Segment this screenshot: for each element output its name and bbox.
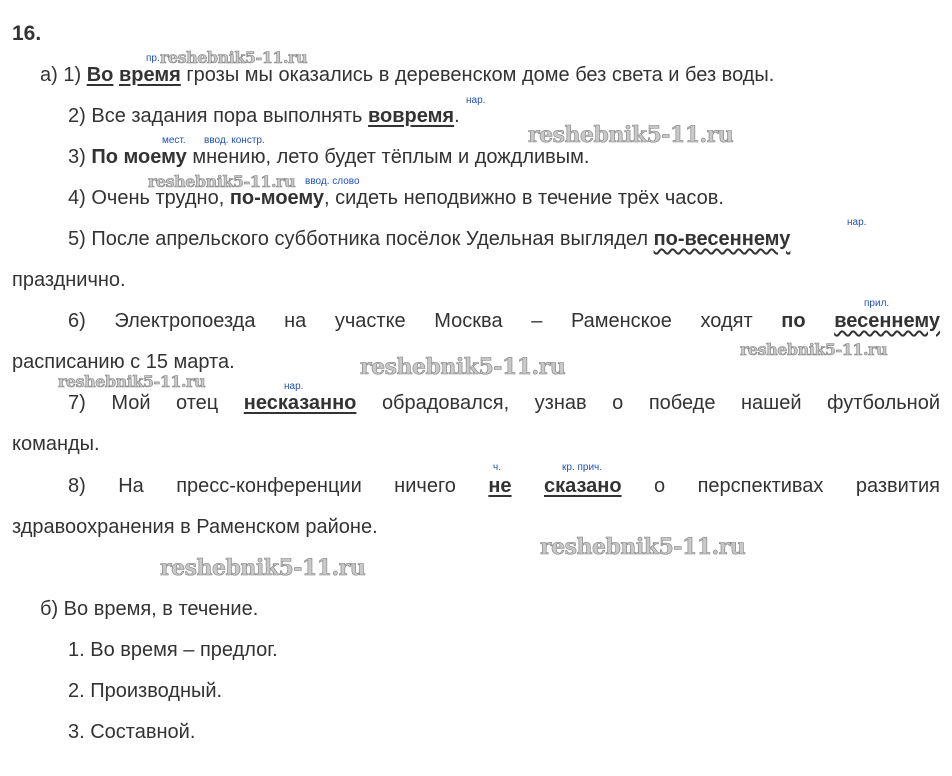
sentence-number: 7): [68, 392, 86, 414]
annotation-note: нар.: [847, 217, 867, 228]
sentence-text: Все задания пора выполнять: [85, 105, 369, 127]
highlighted-word: вовремя: [368, 105, 455, 127]
sentence-text: обрадовался, узнав о победе нашей футбольной: [356, 392, 941, 414]
sentence-8: [68, 474, 940, 498]
sentence-number: 8): [68, 475, 86, 497]
task-number: 16.: [12, 22, 42, 45]
sentence-8-continuation: здравоохранения в Раменском районе.: [12, 516, 378, 538]
sentence-text: После апрельского субботника посёлок Удельная выглядел: [85, 228, 654, 250]
list-item: 2. Производный.: [68, 680, 223, 702]
watermark: reshebnik5-11.ru: [540, 534, 746, 560]
part-label: а): [40, 64, 58, 86]
annotation-note: прил.: [864, 298, 890, 309]
highlighted-word: не: [488, 475, 512, 497]
sentence-text: мнению, лето будет тёплым и дождливым.: [186, 146, 590, 168]
watermark: reshebnik5-11.ru: [528, 122, 734, 148]
sentence-number: 1): [63, 64, 82, 86]
annotation-note: ч.: [493, 462, 501, 473]
sentence-text: грозы мы оказались в деревенском доме без света и без воды.: [180, 64, 775, 86]
sentence-number: 3): [68, 146, 86, 168]
sentence-1: [40, 63, 774, 87]
sentence-text: о перспективах развития: [621, 475, 940, 497]
sentence-4: [68, 186, 724, 210]
annotation-note: нар.: [284, 381, 304, 392]
sentence-7: [68, 391, 940, 415]
highlighted-word: по-моему: [229, 187, 325, 209]
sentence-text: , сидеть неподвижно в течение трёх часов.: [324, 187, 724, 209]
watermark: reshebnik5-11.ru: [148, 172, 296, 191]
watermark: reshebnik5-11.ru: [740, 340, 888, 359]
sentence-3: [68, 145, 590, 169]
annotation-note: кр. прич.: [562, 462, 603, 473]
sentence-number: 2): [68, 105, 86, 127]
sentence-number: 5): [68, 228, 86, 250]
sentence-5-continuation: празднично.: [12, 269, 126, 291]
annotation-note: пр.: [146, 53, 160, 64]
list-item: 3. Составной.: [68, 721, 196, 743]
annotation-note: мест.: [162, 135, 186, 146]
highlighted-word: несказанно: [243, 392, 357, 414]
watermark: reshebnik5-11.ru: [58, 372, 206, 391]
list-item: 1. Во время – предлог.: [68, 639, 278, 661]
highlighted-word: По моему: [91, 146, 187, 168]
sentence-5: [68, 227, 790, 251]
annotation-note: нар.: [466, 95, 486, 106]
sentence-text: Очень трудно,: [85, 187, 230, 209]
sentence-text: Электропоезда на участке Москва – Раменское ходят: [85, 310, 782, 332]
watermark: reshebnik5-11.ru: [160, 555, 366, 581]
annotation-note: ввод. констр.: [204, 135, 265, 146]
sentence-text: На пресс-конференции ничего: [85, 475, 489, 497]
sentence-2: [68, 104, 460, 128]
highlighted-word: Во: [86, 64, 114, 86]
annotation-note: ввод. слово: [305, 176, 360, 187]
watermark: reshebnik5-11.ru: [160, 48, 308, 67]
sentence-number: 6): [68, 310, 86, 332]
sentence-number: 4): [68, 187, 86, 209]
highlighted-word: сказано: [543, 475, 622, 497]
highlighted-word: по-весеннему: [653, 228, 791, 250]
highlighted-word: весеннему: [834, 310, 940, 332]
sentence-7-continuation: команды.: [12, 433, 100, 455]
part-b-label: б) Во время, в течение.: [40, 598, 259, 620]
watermark: reshebnik5-11.ru: [360, 354, 566, 380]
sentence-6: [68, 309, 940, 333]
sentence-text: Мой отец: [85, 392, 244, 414]
highlighted-word: время: [118, 64, 181, 86]
sentence-text: .: [454, 105, 460, 127]
sentence-6-continuation: расписанию с 15 марта.: [12, 351, 235, 373]
highlighted-word: по: [781, 310, 806, 332]
